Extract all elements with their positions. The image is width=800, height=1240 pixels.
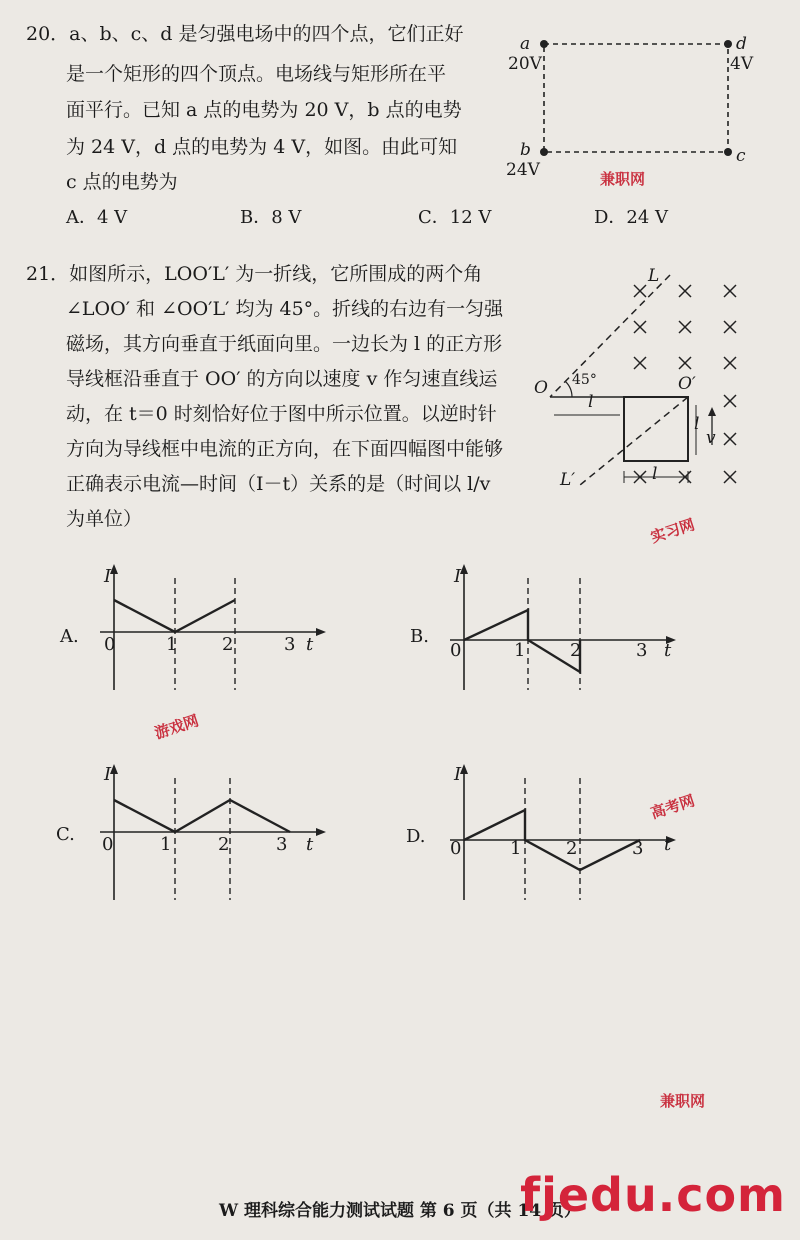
graph-c-zero: 0 bbox=[102, 834, 114, 855]
graph-a-tick-1: 1 bbox=[166, 634, 178, 655]
fold-line-upper bbox=[550, 275, 670, 397]
q20-rectangle-figure bbox=[500, 30, 760, 180]
graph-d-tick-3: 3 bbox=[632, 838, 644, 859]
label-c: c bbox=[736, 146, 746, 166]
graph-b-tick-2: 2 bbox=[570, 640, 582, 661]
watermark-3: 游戏网 bbox=[152, 711, 201, 743]
label-b: b bbox=[520, 140, 531, 160]
point-d bbox=[724, 40, 732, 48]
graph-b-axis-i: I bbox=[454, 566, 462, 587]
label-a-potential: 20V bbox=[508, 54, 542, 74]
watermark-2: 实习网 bbox=[648, 515, 697, 547]
q21-line-6: 方向为导线框中电流的正方向，在下面四幅图中能够 bbox=[66, 438, 504, 460]
graph-c-tick-3: 3 bbox=[276, 834, 288, 855]
site-logo: fjedu.com bbox=[520, 1168, 786, 1222]
graph-a-axis-t: t bbox=[306, 634, 314, 655]
watermark-1: 兼职网 bbox=[600, 170, 646, 188]
graph-d-label: D. bbox=[406, 826, 426, 847]
watermark-4: 高考网 bbox=[648, 791, 697, 823]
graph-d-tick-2: 2 bbox=[566, 838, 578, 859]
q20-line-5: c 点的电势为 bbox=[66, 171, 178, 193]
q21-line-8: 为单位） bbox=[66, 508, 143, 530]
graph-c-tick-1: 1 bbox=[160, 834, 172, 855]
graph-b-label: B. bbox=[410, 626, 429, 647]
label-O: O bbox=[534, 378, 548, 398]
q21-line-1: 21．如图所示，LOO′L′ 为一折线，它所围成的两个角 bbox=[26, 263, 483, 285]
label-O-prime: O′ bbox=[678, 374, 696, 394]
graph-d-tick-1: 1 bbox=[510, 838, 522, 859]
graph-c-tick-2: 2 bbox=[218, 834, 230, 855]
graph-d-zero: 0 bbox=[450, 838, 462, 859]
graph-c-label: C. bbox=[56, 824, 75, 845]
graph-a-tick-2: 2 bbox=[222, 634, 234, 655]
point-a bbox=[540, 40, 548, 48]
graph-a-axis-i: I bbox=[104, 566, 112, 587]
q21-field-figure bbox=[520, 265, 780, 525]
graph-d-axis-i: I bbox=[454, 764, 462, 785]
square-frame bbox=[624, 397, 688, 461]
label-a: a bbox=[520, 34, 531, 54]
graph-b bbox=[440, 560, 700, 710]
velocity-arrowhead bbox=[708, 407, 716, 416]
q20-line-2: 是一个矩形的四个顶点。电场线与矩形所在平 bbox=[66, 63, 447, 85]
q21-line-4: 导线框沿垂直于 OO′ 的方向以速度 v 作匀速直线运 bbox=[66, 368, 498, 390]
label-L: L bbox=[648, 266, 660, 286]
field-rectangle bbox=[544, 44, 728, 152]
q20-line-3: 面平行。已知 a 点的电势为 20 V，b 点的电势 bbox=[66, 99, 462, 121]
page-footer: W 理科综合能力测试试题 第 6 页（共 14 页） bbox=[218, 1201, 582, 1221]
graph-b-tick-1: 1 bbox=[514, 640, 526, 661]
angle-arc bbox=[565, 381, 572, 397]
label-d: d bbox=[736, 34, 747, 54]
q21-line-2: ∠LOO′ 和 ∠OO′L′ 均为 45°。折线的右边有一匀强 bbox=[66, 298, 504, 320]
graph-c-axis-i: I bbox=[104, 764, 112, 785]
label-l-left: l bbox=[588, 392, 594, 412]
q20-option-c: C．12 V bbox=[418, 207, 492, 228]
graph-b-tick-3: 3 bbox=[636, 640, 648, 661]
q20-option-d: D．24 V bbox=[594, 207, 669, 228]
q21-line-7: 正确表示电流—时间（I－t）关系的是（时间以 l/v bbox=[66, 473, 491, 495]
label-d-potential: 4V bbox=[730, 54, 754, 74]
q20-option-a: A．4 V bbox=[66, 207, 128, 228]
graph-d-axis-t: t bbox=[664, 834, 672, 855]
graph-a-zero: 0 bbox=[104, 634, 116, 655]
label-angle: 45° bbox=[572, 372, 597, 388]
label-l-bottom: l bbox=[652, 464, 658, 484]
label-l-right: l bbox=[694, 414, 700, 434]
q21-line-5: 动，在 t＝0 时刻恰好位于图中所示位置。以逆时针 bbox=[66, 403, 497, 425]
q20-line-4: 为 24 V，d 点的电势为 4 V，如图。由此可知 bbox=[66, 136, 458, 158]
label-b-potential: 24V bbox=[506, 160, 540, 180]
q20-line-1: 20．a、b、c、d 是匀强电场中的四个点，它们正好 bbox=[26, 23, 464, 45]
label-v: v bbox=[706, 428, 716, 448]
watermark-5: 兼职网 bbox=[660, 1092, 706, 1110]
label-L-prime: L′ bbox=[560, 470, 576, 490]
q20-option-b: B．8 V bbox=[240, 207, 302, 228]
point-c bbox=[724, 148, 732, 156]
graph-c-axis-t: t bbox=[306, 834, 314, 855]
point-b bbox=[540, 148, 548, 156]
graph-a-label: A. bbox=[60, 626, 79, 647]
graph-a-tick-3: 3 bbox=[284, 634, 296, 655]
graph-b-zero: 0 bbox=[450, 640, 462, 661]
q21-line-3: 磁场，其方向垂直于纸面向里。一边长为 l 的正方形 bbox=[66, 333, 503, 355]
graph-b-axis-t: t bbox=[664, 640, 672, 661]
